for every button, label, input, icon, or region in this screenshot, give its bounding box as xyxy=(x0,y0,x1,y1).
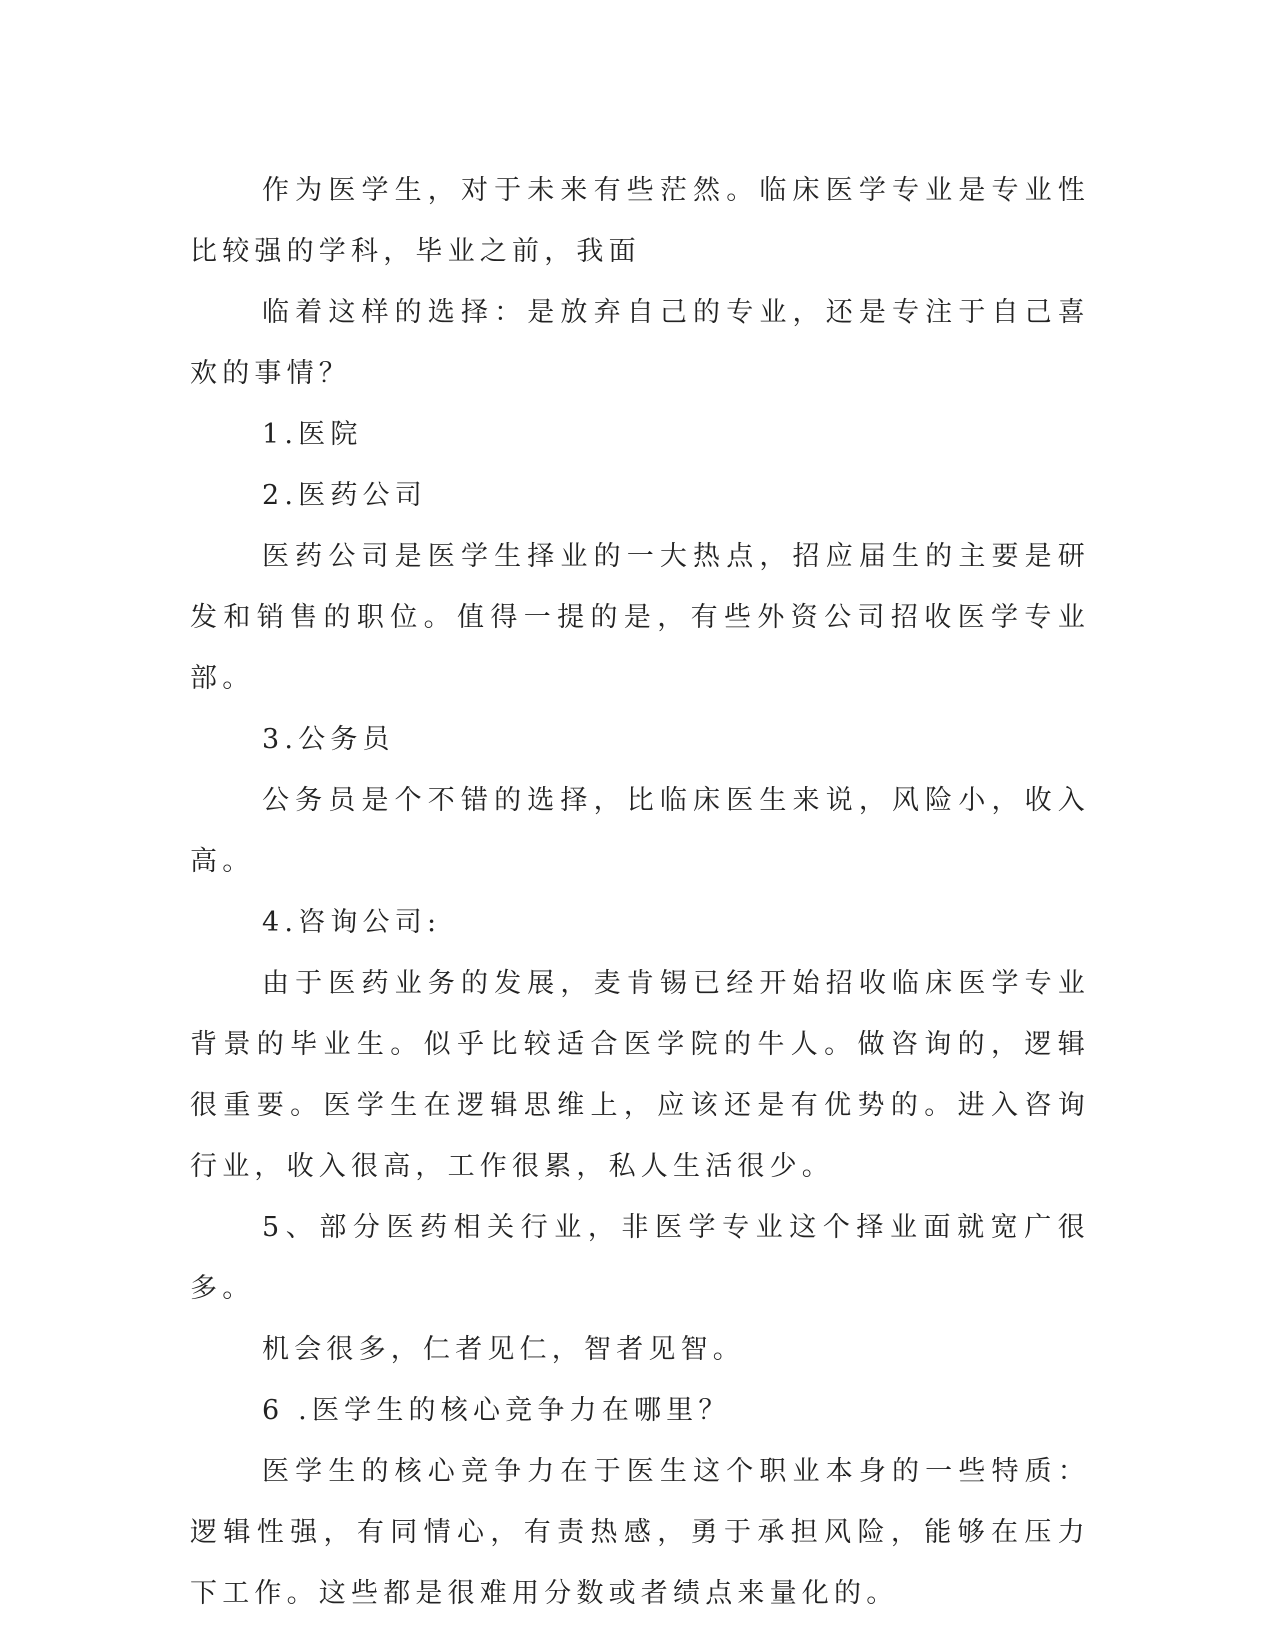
paragraph-pharma-company: 医药公司是医学生择业的一大热点，招应届生的主要是研发和销售的职位。值得一提的是，有些外资公司招收医学专业部。 xyxy=(190,541,1090,694)
paragraph-consulting: 由于医药业务的发展，麦肯锡已经开始招收临床医学专业背景的毕业生。似乎比较适合医学院的牛人。做咨询的，逻辑很重要。医学生在逻辑思维上，应该还是有优势的。进入咨询行业，收入很高，工作很累，私人生活很少。 xyxy=(190,968,1090,1182)
paragraph-choice: 临着这样的选择：是放弃自己的专业，还是专注于自己喜欢的事情？ xyxy=(190,297,1090,389)
document-body xyxy=(190,160,1090,1624)
heading-civil-servant: 3.公务员 xyxy=(262,724,395,755)
paragraph-related-industries: 5、部分医药相关行业，非医学专业这个择业面就宽广很多。 xyxy=(190,1212,1090,1304)
paragraph-intro: 作为医学生，对于未来有些茫然。临床医学专业是专业性比较强的学科，毕业之前，我面 xyxy=(190,175,1090,267)
heading-pharma-company: 2.医药公司 xyxy=(262,480,427,511)
paragraph-opportunities: 机会很多，仁者见仁，智者见智。 xyxy=(262,1334,745,1365)
heading-consulting: 4.咨询公司: xyxy=(262,907,442,938)
heading-hospital: 1.医院 xyxy=(262,419,363,450)
paragraph-core-competence: 医学生的核心竞争力在于医生这个职业本身的一些特质：逻辑性强，有同情心，有责热感，勇于承担风险，能够在压力下工作。这些都是很难用分数或者绩点来量化的。 xyxy=(190,1456,1090,1609)
heading-core-competence: 6 .医学生的核心竞争力在哪里？ xyxy=(262,1395,731,1426)
paragraph-civil-servant: 公务员是个不错的选择，比临床医生来说，风险小，收入高。 xyxy=(190,785,1090,877)
